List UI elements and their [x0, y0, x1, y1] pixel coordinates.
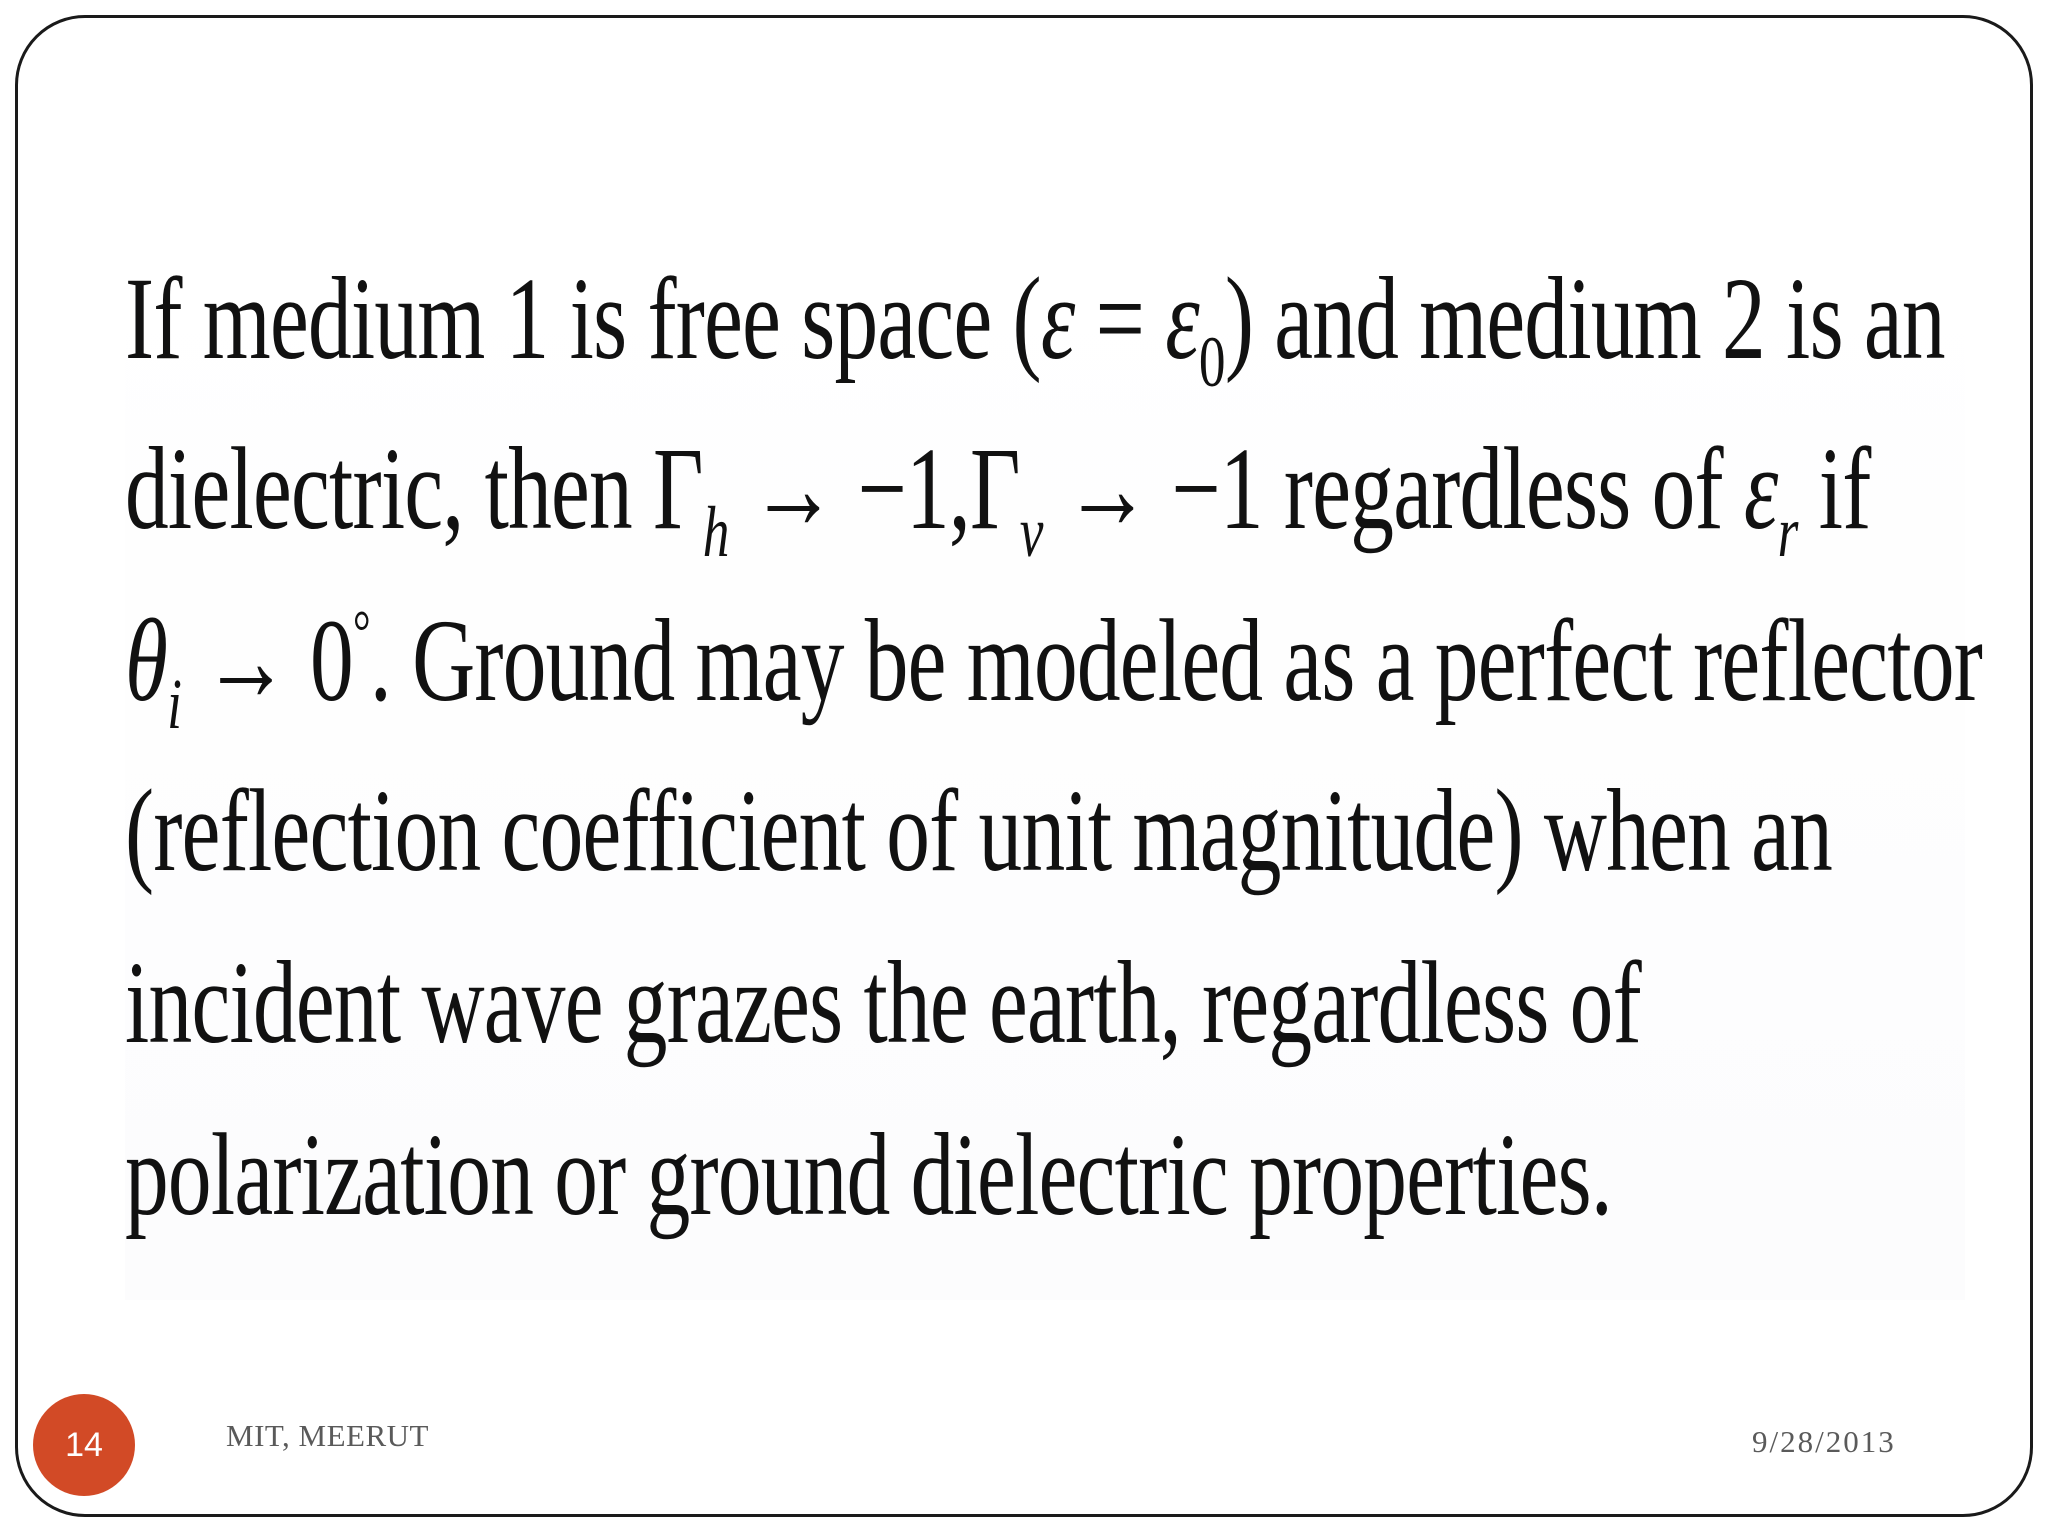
footer-date: 9/28/2013 — [1752, 1424, 1896, 1459]
body-line-1 — [125, 253, 1945, 402]
body-line-6: polarization or ground dielectric properties. — [125, 1109, 1612, 1240]
text-run: dielectric, then — [125, 423, 654, 554]
theta-subscript: i — [167, 664, 182, 744]
text-run: . Ground may be modeled as a perfect reflector — [369, 595, 1983, 726]
footer-organization: MIT, MEERUT — [226, 1418, 429, 1453]
gamma-h-subscript: h — [702, 492, 729, 572]
body-line-4: (reflection coefficient of unit magnitude) when an — [125, 765, 1833, 896]
epsilon-zero-symbol: ε — [1165, 253, 1199, 384]
gamma-v-symbol: Γ — [969, 423, 1020, 554]
degree-symbol: ° — [352, 599, 370, 665]
body-line-3 — [125, 595, 1983, 744]
epsilon-r-subscript: r — [1777, 492, 1798, 572]
text-run: if — [1797, 423, 1871, 554]
arrow-expression: → −1, — [728, 423, 970, 554]
equals-sign: = — [1074, 253, 1166, 384]
epsilon-symbol: ε — [1040, 253, 1075, 384]
theta-symbol: θ — [125, 595, 168, 726]
slide-number-badge: 14 — [33, 1394, 135, 1496]
text-run: → −1 regardless of — [1042, 423, 1744, 554]
epsilon-zero-subscript: 0 — [1198, 322, 1225, 402]
text-run: If medium 1 is free space ( — [125, 253, 1041, 384]
gamma-h-symbol: Γ — [653, 423, 703, 554]
body-line-5: incident wave grazes the earth, regardless of — [125, 937, 1641, 1068]
slide-body — [125, 240, 1983, 1300]
gamma-v-subscript: v — [1019, 492, 1043, 572]
text-run: ) and medium 2 is an — [1224, 253, 1945, 384]
epsilon-r-symbol: ε — [1743, 423, 1778, 554]
arrow-expression: → 0 — [181, 595, 353, 726]
body-line-2 — [125, 423, 1871, 572]
